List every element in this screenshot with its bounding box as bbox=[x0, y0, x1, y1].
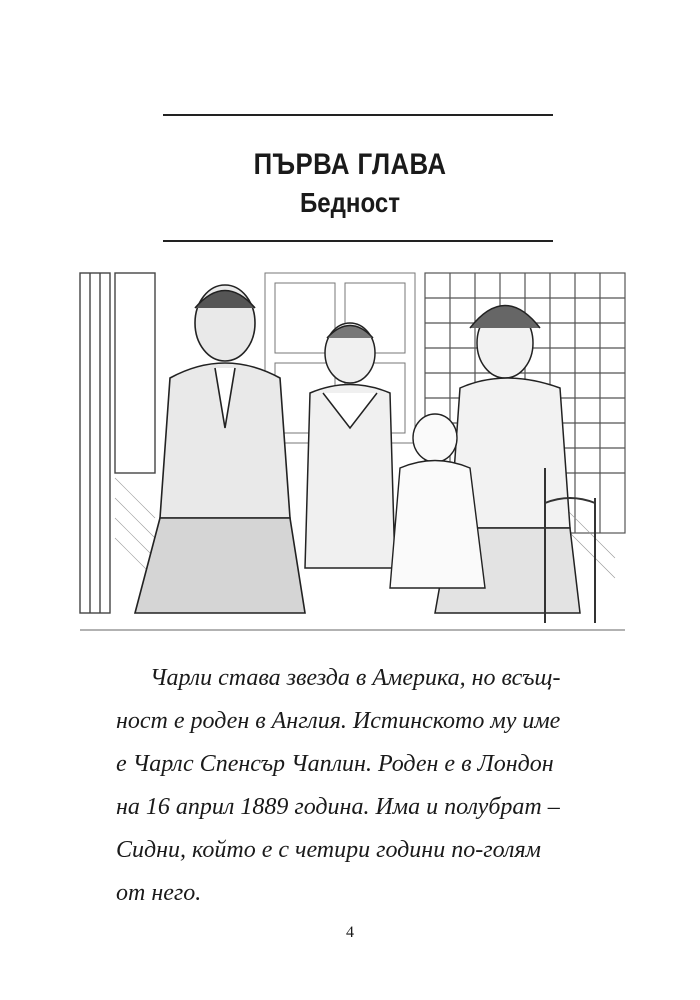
page-number: 4 bbox=[346, 924, 354, 941]
body-line: на 16 април 1889 година. Има и полубрат – bbox=[116, 794, 560, 820]
body-line: от него. bbox=[116, 880, 202, 906]
body-line: е Чарлс Спенсър Чаплин. Роден е в Лондон bbox=[116, 751, 554, 777]
body-line: Сидни, който е с четири години по-голям bbox=[116, 837, 541, 863]
family-portrait-sketch-icon bbox=[75, 268, 630, 638]
body-line: Чарли става звезда в Америка, но всъщ- bbox=[150, 665, 561, 691]
chapter-title: ПЪРВА ГЛАВА bbox=[253, 148, 447, 181]
top-divider bbox=[163, 114, 553, 116]
body-line: ност е роден в Англия. Истинското му име bbox=[116, 708, 561, 734]
bottom-divider bbox=[163, 240, 553, 242]
chapter-subtitle: Бедност bbox=[299, 187, 401, 218]
chapter-body bbox=[116, 657, 590, 915]
